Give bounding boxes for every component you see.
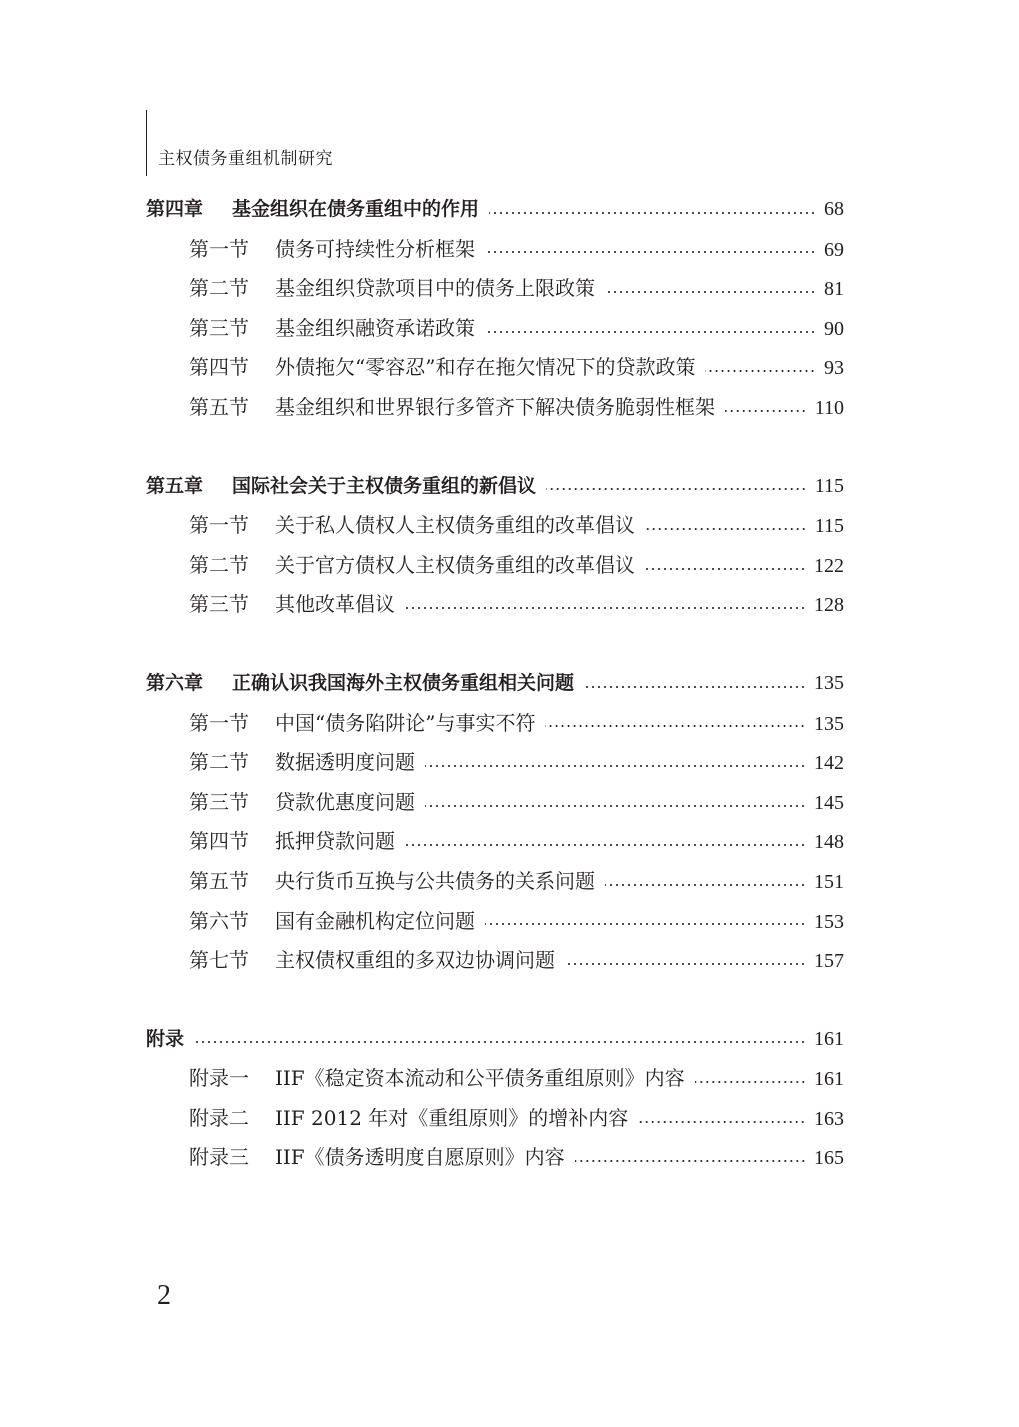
toc-section[interactable]	[146, 862, 844, 902]
dot-leader	[425, 765, 806, 767]
toc-section[interactable]	[146, 822, 844, 862]
toc-section-number: 附录一	[189, 1066, 249, 1091]
toc-section-title: 中国“债务陷阱论”与事实不符	[275, 710, 536, 735]
dot-leader	[405, 844, 806, 846]
toc-chapter-title: 正确认识我国海外主权债务重组相关问题	[232, 671, 575, 694]
dot-leader	[605, 884, 806, 886]
toc-section-number: 第六节	[189, 908, 249, 933]
running-head: 主权债务重组机制研究	[158, 149, 333, 169]
dot-leader	[575, 1160, 806, 1162]
toc-section-page: 157	[814, 950, 844, 973]
toc-section-title: IIF《债务透明度自愿原则》内容	[275, 1145, 565, 1170]
toc-section-number: 第二节	[189, 552, 249, 577]
toc-section-number: 附录二	[189, 1105, 249, 1130]
dot-leader	[489, 212, 816, 214]
toc-section-page: 115	[814, 515, 844, 538]
dot-leader	[194, 1041, 806, 1043]
dot-leader	[695, 1081, 806, 1083]
toc-section-title: 贷款优惠度问题	[275, 789, 415, 814]
toc-section-page: 90	[824, 317, 844, 340]
toc-chapter-page: 161	[814, 1027, 844, 1050]
toc-section-title: 外债拖欠“零容忍”和存在拖欠情况下的贷款政策	[275, 355, 696, 380]
toc-section-title: 债务可持续性分析框架	[275, 236, 475, 261]
dot-leader	[705, 370, 816, 372]
toc-section-page: 128	[814, 594, 844, 617]
dot-leader	[565, 963, 806, 965]
page-number: 2	[157, 1280, 171, 1311]
toc-section[interactable]	[146, 546, 844, 586]
toc-section-title: 主权债权重组的多双边协调问题	[275, 948, 555, 973]
toc-section[interactable]	[146, 348, 844, 388]
dot-leader	[546, 488, 807, 490]
toc-group	[146, 664, 844, 981]
toc-section-title: 关于官方债权人主权债务重组的改革倡议	[275, 552, 635, 577]
toc-section-title: 数据透明度问题	[275, 750, 415, 775]
dot-leader	[485, 251, 816, 253]
toc-section-title: 其他改革倡议	[275, 592, 395, 617]
toc-section-number: 第四节	[189, 829, 249, 854]
dot-leader	[645, 528, 807, 530]
toc-section-title: 央行货币互换与公共债务的关系问题	[275, 868, 595, 893]
toc-section-page: 93	[824, 357, 844, 380]
toc-section-number: 第三节	[189, 789, 249, 814]
toc-chapter-title: 附录	[146, 1027, 185, 1050]
toc-section-page: 69	[824, 238, 844, 261]
toc-section[interactable]	[146, 941, 844, 981]
toc-section[interactable]	[146, 704, 844, 744]
toc-section-page: 161	[814, 1068, 844, 1091]
toc-section[interactable]	[146, 309, 844, 349]
toc-section[interactable]	[146, 743, 844, 783]
toc-section-number: 第七节	[189, 948, 249, 973]
toc-chapter-page: 135	[814, 671, 844, 694]
toc-chapter-page: 115	[814, 474, 844, 497]
toc-chapter[interactable]	[146, 190, 844, 230]
dot-leader	[645, 568, 806, 570]
toc-chapter[interactable]	[146, 467, 844, 507]
toc-chapter[interactable]	[146, 1020, 844, 1060]
toc-section-title: 国有金融机构定位问题	[275, 908, 475, 933]
toc-chapter-title: 国际社会关于主权债务重组的新倡议	[232, 474, 537, 497]
toc-group	[146, 190, 844, 428]
toc-section[interactable]	[146, 388, 844, 428]
toc-section-page: 81	[824, 278, 844, 301]
toc-section-number: 第五节	[189, 868, 249, 893]
toc-section-title: 关于私人债权人主权债务重组的改革倡议	[275, 513, 635, 538]
toc-section-number: 第三节	[189, 592, 249, 617]
toc-section-title: IIF 2012 年对《重组原则》的增补内容	[275, 1105, 629, 1130]
toc-section-page: 165	[814, 1147, 844, 1170]
toc-section-page: 135	[814, 712, 844, 735]
toc-chapter-page: 68	[824, 198, 844, 220]
dot-leader	[545, 725, 806, 727]
toc-chapter-number: 第四章	[146, 198, 204, 220]
toc-section-number: 第一节	[189, 513, 249, 538]
toc-section-number: 第一节	[189, 710, 249, 735]
toc-section-page: 145	[814, 791, 844, 814]
toc-section-number: 第一节	[189, 236, 249, 261]
table-of-contents	[146, 190, 844, 1217]
toc-section[interactable]	[146, 1099, 844, 1139]
toc-chapter[interactable]	[146, 664, 844, 704]
dot-leader	[485, 923, 806, 925]
toc-section-page: 151	[814, 870, 844, 893]
toc-chapter-number: 第六章	[146, 671, 204, 694]
toc-section-page: 163	[814, 1107, 844, 1130]
toc-section-page: 148	[814, 831, 844, 854]
dot-leader	[638, 1121, 806, 1123]
toc-section-number: 第三节	[189, 315, 249, 340]
toc-section[interactable]	[146, 269, 844, 309]
toc-group	[146, 1020, 844, 1178]
dot-leader	[405, 607, 806, 609]
toc-section[interactable]	[146, 230, 844, 270]
toc-chapter-title: 基金组织在债务重组中的作用	[232, 198, 480, 220]
toc-section-page: 110	[814, 396, 844, 419]
toc-section-title: 基金组织和世界银行多管齐下解决债务脆弱性框架	[275, 394, 715, 419]
toc-section[interactable]	[146, 783, 844, 823]
toc-section-number: 第五节	[189, 394, 249, 419]
toc-chapter-number: 第五章	[146, 474, 204, 497]
toc-section-title: 基金组织贷款项目中的债务上限政策	[275, 276, 595, 301]
toc-group	[146, 467, 844, 625]
toc-section-title: 基金组织融资承诺政策	[275, 315, 475, 340]
toc-section-number: 附录三	[189, 1145, 249, 1170]
toc-section[interactable]	[146, 1138, 844, 1178]
toc-section-page: 153	[814, 910, 844, 933]
toc-section-page: 122	[814, 554, 844, 577]
toc-section[interactable]	[146, 902, 844, 942]
dot-leader	[584, 686, 806, 688]
toc-section-number: 第四节	[189, 355, 249, 380]
dot-leader	[725, 410, 807, 412]
toc-section[interactable]	[146, 506, 844, 546]
toc-section-number: 第二节	[189, 750, 249, 775]
toc-section[interactable]	[146, 1059, 844, 1099]
toc-section-page: 142	[814, 752, 844, 775]
dot-leader	[605, 291, 816, 293]
dot-leader	[485, 331, 816, 333]
header-rule	[146, 110, 147, 176]
toc-section-number: 第二节	[189, 276, 249, 301]
toc-section-title: 抵押贷款问题	[275, 829, 395, 854]
toc-section[interactable]	[146, 585, 844, 625]
toc-section-title: IIF《稳定资本流动和公平债务重组原则》内容	[275, 1066, 685, 1091]
dot-leader	[425, 805, 806, 807]
